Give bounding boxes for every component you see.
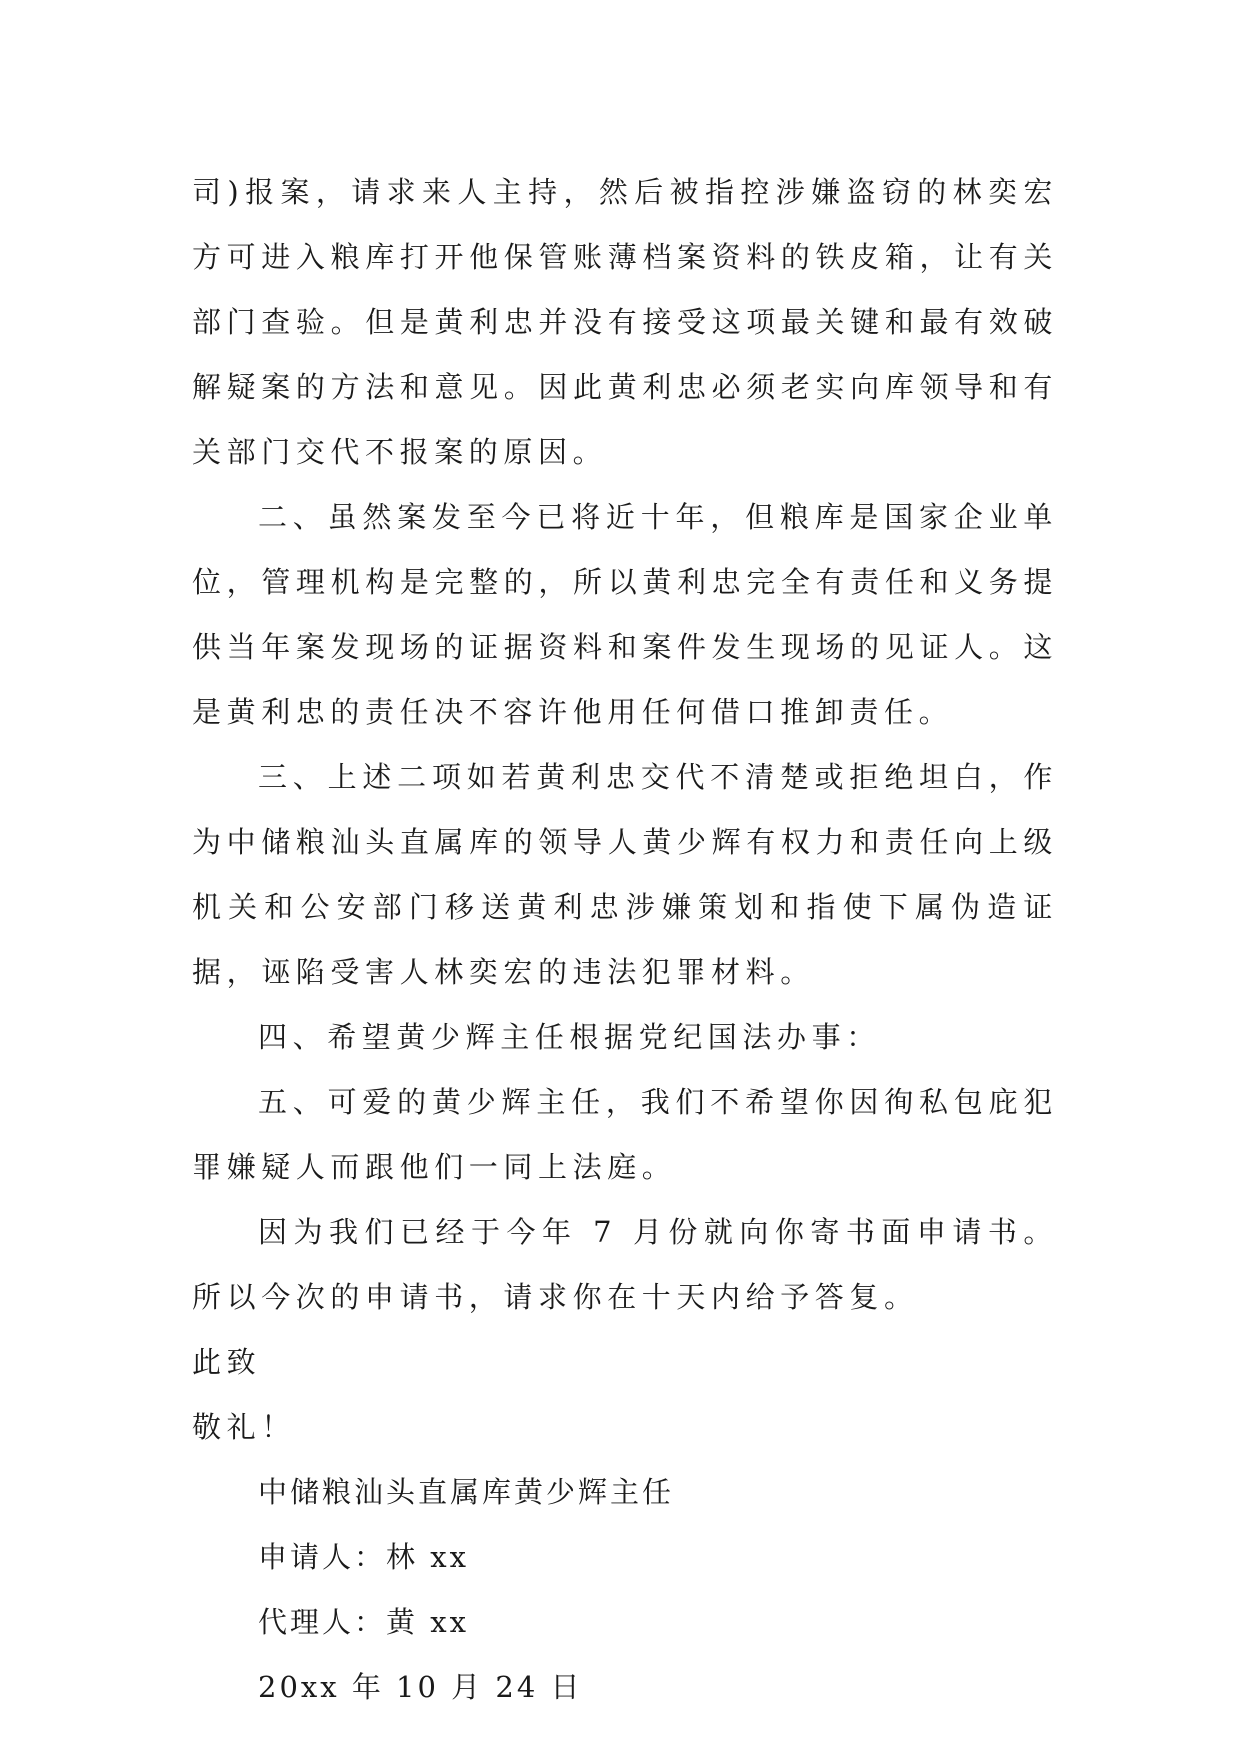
- signature-date: 20xx 年 10 月 24 日: [258, 1670, 583, 1704]
- paragraph-request: 因为我们已经于今年 7 月份就向你寄书面申请书。所以今次的申请书，请求你在十天内给予答复。: [192, 1215, 1058, 1314]
- signature-applicant: 申请人：林 xx: [258, 1540, 469, 1574]
- paragraph-continuation: 司)报案，请求来人主持，然后被指控涉嫌盗窃的林奕宏方可进入粮库打开他保管账薄档案资料的铁皮箱，让有关部门查验。但是黄利忠并没有接受这项最关键和最有效破解疑案的方法和意见。因此黄利忠必须老实向库领导和有关部门交代不报案的原因。: [192, 175, 1058, 469]
- paragraph-item-four: 四、希望黄少辉主任根据党纪国法办事：: [258, 1020, 881, 1054]
- paragraph-item-three: 三、上述二项如若黄利忠交代不清楚或拒绝坦白，作为中储粮汕头直属库的领导人黄少辉有权力和责任向上级机关和公安部门移送黄利忠涉嫌策划和指使下属伪造证据，诬陷受害人林奕宏的违法犯罪材料。: [192, 760, 1058, 989]
- document-body: [192, 160, 1058, 1720]
- closing-regards: 敬礼！: [192, 1410, 296, 1444]
- signature-recipient: 中储粮汕头直属库黄少辉主任: [258, 1475, 675, 1509]
- closing-salutation: 此致: [192, 1345, 262, 1379]
- paragraph-item-five: 五、可爱的黄少辉主任，我们不希望你因徇私包庇犯罪嫌疑人而跟他们一同上法庭。: [192, 1085, 1058, 1184]
- signature-agent: 代理人：黄 xx: [258, 1605, 469, 1639]
- paragraph-item-two: 二、虽然案发至今已将近十年，但粮库是国家企业单位，管理机构是完整的，所以黄利忠完全有责任和义务提供当年案发现场的证据资料和案件发生现场的见证人。这是黄利忠的责任决不容许他用任何借口推卸责任。: [192, 500, 1058, 729]
